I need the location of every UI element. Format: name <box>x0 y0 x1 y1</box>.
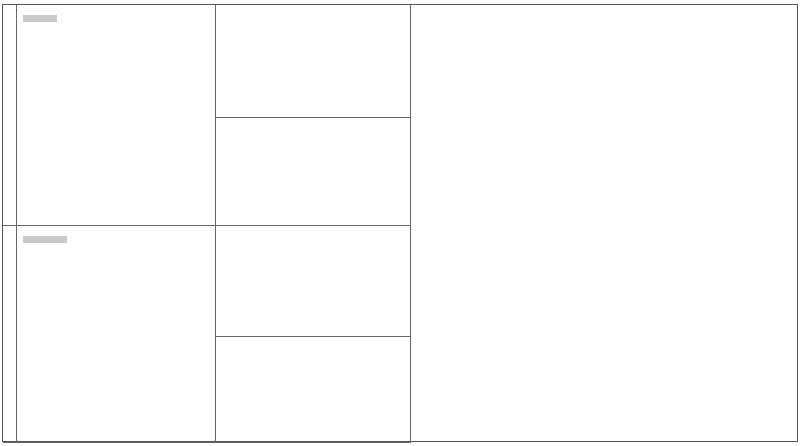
redacted-block <box>23 236 67 243</box>
redacted-block <box>23 15 57 22</box>
pedigree-sheet <box>2 4 798 442</box>
sire-sire-cell <box>216 5 411 118</box>
sire-side-label <box>3 5 17 226</box>
dam-cell <box>17 226 216 443</box>
sire-dam-cell <box>216 118 411 226</box>
dam-side-label <box>3 226 17 443</box>
dam-registration <box>22 236 211 245</box>
dam-sire-cell <box>216 226 411 337</box>
dam-dam-cell <box>216 337 411 443</box>
sire-registration <box>22 15 211 24</box>
sire-cell <box>17 5 216 226</box>
